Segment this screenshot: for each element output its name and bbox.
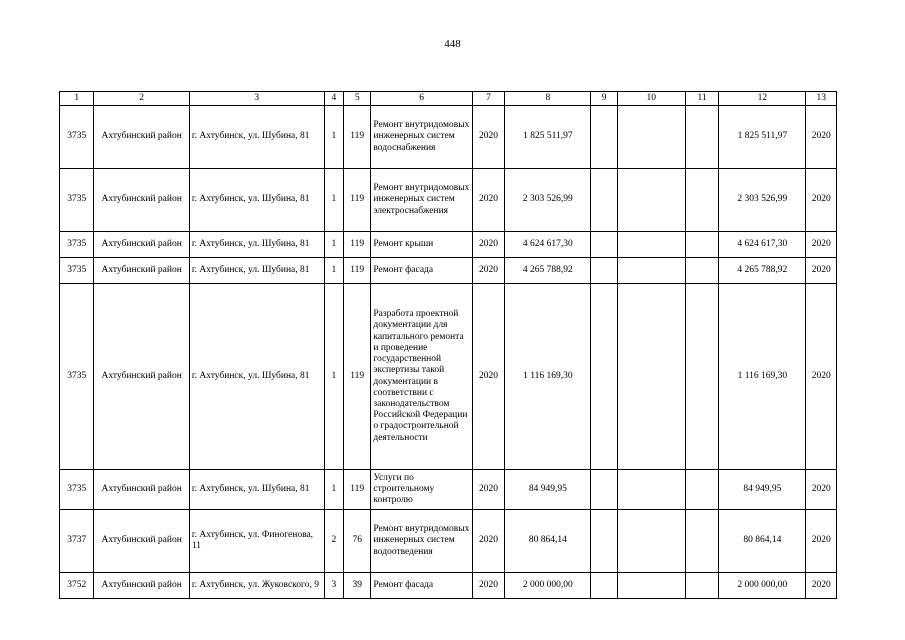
number-cell: 1 xyxy=(324,169,343,232)
object-id-cell: 3752 xyxy=(60,573,94,599)
column-number: 9 xyxy=(591,92,617,106)
column-number-row xyxy=(60,92,837,106)
work-type-cell: Разработа проектной документации для капитального ремонта и проведение государственной экспертизы такой документации в соответствии с законодательством Российской Федерации о градостроительной деятельности xyxy=(371,284,472,470)
table-row xyxy=(60,470,837,510)
district-cell: Ахтубинский район xyxy=(94,510,189,573)
end-year-cell: 2020 xyxy=(806,232,837,258)
work-type-cell: Ремонт внутридомовых инженерных систем водоснабжения xyxy=(371,106,472,169)
column-number: 1 xyxy=(60,92,94,106)
address-cell: г. Ахтубинск, ул. Шубина, 81 xyxy=(189,106,324,169)
cost-cell: 2 000 000,00 xyxy=(505,573,591,599)
year-cell: 2020 xyxy=(472,573,504,599)
table-row xyxy=(60,232,837,258)
year-cell: 2020 xyxy=(472,258,504,284)
column-number: 3 xyxy=(189,92,324,106)
year-cell: 2020 xyxy=(472,510,504,573)
district-cell: Ахтубинский район xyxy=(94,470,189,510)
empty-cell xyxy=(617,169,685,232)
empty-cell xyxy=(617,106,685,169)
empty-cell xyxy=(685,284,718,470)
object-id-cell: 3737 xyxy=(60,510,94,573)
table-row xyxy=(60,284,837,470)
column-number: 7 xyxy=(472,92,504,106)
end-year-cell: 2020 xyxy=(806,169,837,232)
total-cost-cell: 2 303 526,99 xyxy=(719,169,806,232)
column-number: 12 xyxy=(719,92,806,106)
empty-cell xyxy=(617,232,685,258)
capital-repair-table xyxy=(59,91,837,599)
empty-cell xyxy=(591,573,617,599)
empty-cell xyxy=(617,470,685,510)
empty-cell xyxy=(591,106,617,169)
end-year-cell: 2020 xyxy=(806,284,837,470)
empty-cell xyxy=(685,573,718,599)
cost-cell: 84 949,95 xyxy=(505,470,591,510)
end-year-cell: 2020 xyxy=(806,106,837,169)
work-type-cell: Ремонт фасада xyxy=(371,573,472,599)
work-type-cell: Ремонт внутридомовых инженерных систем электроснабжения xyxy=(371,169,472,232)
total-cost-cell: 1 825 511,97 xyxy=(719,106,806,169)
column-number: 4 xyxy=(324,92,343,106)
year-cell: 2020 xyxy=(472,232,504,258)
empty-cell xyxy=(591,510,617,573)
column-number: 13 xyxy=(806,92,837,106)
cost-cell: 80 864,14 xyxy=(505,510,591,573)
number-cell: 2 xyxy=(324,510,343,573)
end-year-cell: 2020 xyxy=(806,258,837,284)
address-cell: г. Ахтубинск, ул. Шубина, 81 xyxy=(189,284,324,470)
code-cell: 119 xyxy=(344,106,371,169)
work-type-cell: Ремонт крыши xyxy=(371,232,472,258)
cost-cell: 1 116 169,30 xyxy=(505,284,591,470)
cost-cell: 4 624 617,30 xyxy=(505,232,591,258)
address-cell: г. Ахтубинск, ул. Шубина, 81 xyxy=(189,470,324,510)
cost-cell: 1 825 511,97 xyxy=(505,106,591,169)
code-cell: 119 xyxy=(344,258,371,284)
work-type-cell: Ремонт фасада xyxy=(371,258,472,284)
empty-cell xyxy=(591,232,617,258)
end-year-cell: 2020 xyxy=(806,470,837,510)
empty-cell xyxy=(617,258,685,284)
table-row xyxy=(60,510,837,573)
district-cell: Ахтубинский район xyxy=(94,258,189,284)
code-cell: 39 xyxy=(344,573,371,599)
empty-cell xyxy=(617,573,685,599)
total-cost-cell: 4 265 788,92 xyxy=(719,258,806,284)
year-cell: 2020 xyxy=(472,284,504,470)
total-cost-cell: 2 000 000,00 xyxy=(719,573,806,599)
work-type-cell: Ремонт внутридомовых инженерных систем водоотведения xyxy=(371,510,472,573)
number-cell: 3 xyxy=(324,573,343,599)
column-number: 6 xyxy=(371,92,472,106)
empty-cell xyxy=(591,284,617,470)
empty-cell xyxy=(591,470,617,510)
empty-cell xyxy=(685,258,718,284)
table-row xyxy=(60,106,837,169)
code-cell: 119 xyxy=(344,284,371,470)
end-year-cell: 2020 xyxy=(806,510,837,573)
empty-cell xyxy=(685,169,718,232)
total-cost-cell: 80 864,14 xyxy=(719,510,806,573)
object-id-cell: 3735 xyxy=(60,284,94,470)
table-row xyxy=(60,169,837,232)
year-cell: 2020 xyxy=(472,169,504,232)
empty-cell xyxy=(591,258,617,284)
number-cell: 1 xyxy=(324,106,343,169)
end-year-cell: 2020 xyxy=(806,573,837,599)
address-cell: г. Ахтубинск, ул. Шубина, 81 xyxy=(189,232,324,258)
year-cell: 2020 xyxy=(472,470,504,510)
object-id-cell: 3735 xyxy=(60,470,94,510)
district-cell: Ахтубинский район xyxy=(94,106,189,169)
number-cell: 1 xyxy=(324,470,343,510)
object-id-cell: 3735 xyxy=(60,258,94,284)
total-cost-cell: 4 624 617,30 xyxy=(719,232,806,258)
address-cell: г. Ахтубинск, ул. Шубина, 81 xyxy=(189,169,324,232)
empty-cell xyxy=(617,510,685,573)
object-id-cell: 3735 xyxy=(60,169,94,232)
cost-cell: 2 303 526,99 xyxy=(505,169,591,232)
number-cell: 1 xyxy=(324,258,343,284)
year-cell: 2020 xyxy=(472,106,504,169)
column-number: 5 xyxy=(344,92,371,106)
column-number: 11 xyxy=(685,92,718,106)
total-cost-cell: 84 949,95 xyxy=(719,470,806,510)
district-cell: Ахтубинский район xyxy=(94,169,189,232)
district-cell: Ахтубинский район xyxy=(94,284,189,470)
object-id-cell: 3735 xyxy=(60,232,94,258)
cost-cell: 4 265 788,92 xyxy=(505,258,591,284)
number-cell: 1 xyxy=(324,284,343,470)
empty-cell xyxy=(617,284,685,470)
empty-cell xyxy=(685,470,718,510)
address-cell: г. Ахтубинск, ул. Финогенова, 11 xyxy=(189,510,324,573)
code-cell: 76 xyxy=(344,510,371,573)
column-number: 8 xyxy=(505,92,591,106)
district-cell: Ахтубинский район xyxy=(94,232,189,258)
total-cost-cell: 1 116 169,30 xyxy=(719,284,806,470)
address-cell: г. Ахтубинск, ул. Шубина, 81 xyxy=(189,258,324,284)
object-id-cell: 3735 xyxy=(60,106,94,169)
empty-cell xyxy=(591,169,617,232)
table-row xyxy=(60,258,837,284)
column-number: 2 xyxy=(94,92,189,106)
table-body xyxy=(60,92,837,599)
code-cell: 119 xyxy=(344,470,371,510)
page-number: 448 xyxy=(444,38,461,50)
code-cell: 119 xyxy=(344,232,371,258)
empty-cell xyxy=(685,106,718,169)
table-row xyxy=(60,573,837,599)
empty-cell xyxy=(685,232,718,258)
code-cell: 119 xyxy=(344,169,371,232)
work-type-cell: Услуги по строительному контролю xyxy=(371,470,472,510)
district-cell: Ахтубинский район xyxy=(94,573,189,599)
address-cell: г. Ахтубинск, ул. Жуковского, 9 xyxy=(189,573,324,599)
column-number: 10 xyxy=(617,92,685,106)
empty-cell xyxy=(685,510,718,573)
number-cell: 1 xyxy=(324,232,343,258)
